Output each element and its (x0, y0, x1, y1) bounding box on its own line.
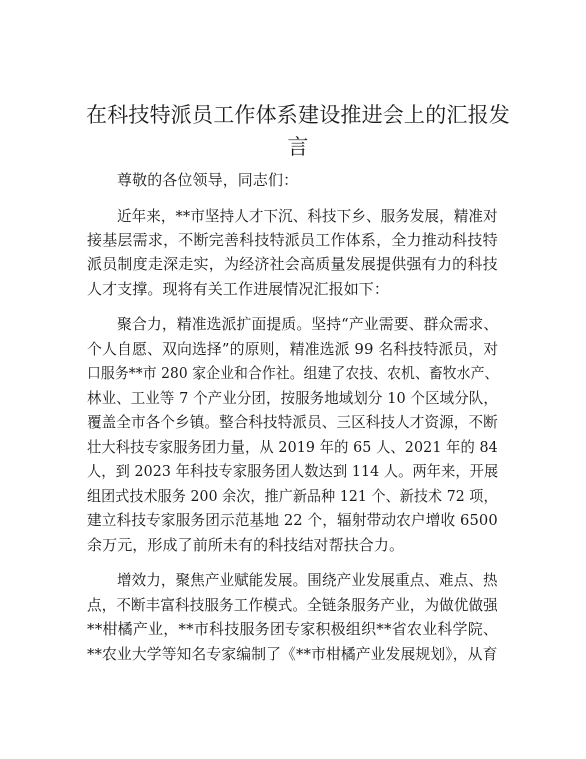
paragraph-line: 聚合力，精准选派扩面提质。坚持“产业需要、群众需求、 (117, 315, 499, 333)
paragraph-line: 林业、工业等 7 个产业分团，按服务地域划分 10 个区域分队， (87, 389, 498, 407)
paragraph-line: 接基层需求，不断完善科技特派员工作体系，全力推动科技特 (87, 231, 498, 249)
paragraph-line: 点，不断丰富科技服务工作模式。全链条服务产业，为做优做强 (87, 596, 498, 614)
paragraph-line: 组团式技术服务 200 余次，推广新品种 121 个、新技术 72 项， (87, 487, 498, 505)
paragraph-line: 近年来，**市坚持人才下沉、科技下乡、服务发展，精准对 (117, 207, 498, 225)
paragraph-line: 覆盖全市各个乡镇。整合科技特派员、三区科技人才资源，不断 (87, 413, 498, 431)
paragraph-line: 派员制度走深走实，为经济社会高质量发展提供强有力的科技 (87, 255, 498, 273)
paragraph-line: **农业大学等知名专家编制了《**市柑橘产业发展规划》，从育 (87, 645, 498, 663)
document-title-continuation: 言 (287, 135, 309, 159)
paragraph-line: 个人自愿、双向选择”的原则，精准选派 99 名科技特派员，对 (87, 340, 499, 358)
salutation: 尊敬的各位领导，同志们： (117, 171, 299, 189)
paragraph-line: **柑橘产业，**市科技服务团专家积极组织**省农业科学院、 (87, 620, 499, 638)
document-title: 在科技特派员工作体系建设推进会上的汇报发 (86, 103, 510, 127)
paragraph-line: 余万元，形成了前所未有的科技结对帮扶合力。 (87, 536, 405, 554)
paragraph-line: 增效力，聚焦产业赋能发展。围绕产业发展重点、难点、热 (117, 571, 498, 589)
paragraph-line: 口服务**市 280 家企业和合作社。组建了农技、农机、畜牧水产、 (87, 364, 499, 382)
paragraph-line: 人才支撑。现将有关工作进展情况汇报如下： (87, 280, 390, 298)
paragraph-line: 建立科技专家服务团示范基地 22 个，辐射带动农户增收 6500 (87, 511, 498, 529)
paragraph-line: 壮大科技专家服务团力量，从 2019 年的 65 人、2021 年的 84 (87, 438, 498, 456)
paragraph-line: 人，到 2023 年科技专家服务团人数达到 114 人。两年来，开展 (87, 462, 499, 480)
